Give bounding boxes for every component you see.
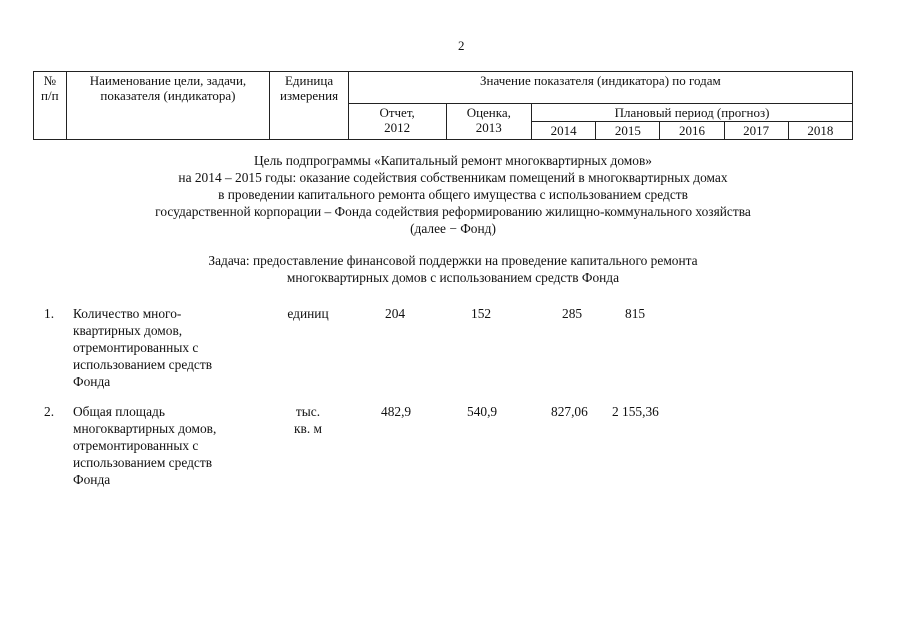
indicator-unit: единиц [287, 306, 329, 321]
row-number: 1. [44, 306, 55, 321]
header-year-2017: 2017 [724, 122, 788, 140]
header-estimate-cell: Оценка, 2013 [446, 104, 532, 140]
indicator-name: Количество много- квартирных домов, отремонтированных с использованием средств Фонда [73, 306, 213, 389]
indicator-unit: тыс. кв. м [294, 404, 322, 436]
header-values-cell: Значение показателя (индикатора) по годам [348, 72, 852, 104]
value-2014: 285 [562, 306, 583, 321]
value-2015: 2 155,36 [612, 404, 659, 419]
value-2013: 540,9 [467, 404, 498, 419]
indicator-name: Общая площадь многоквартирных домов, отремонтированных с использованием средств Фонда [73, 404, 217, 487]
value-2014: 827,06 [551, 404, 588, 419]
value-2013: 152 [471, 306, 492, 321]
value-2015: 815 [625, 306, 646, 321]
header-year-2018: 2018 [788, 122, 852, 140]
subprogram-goal: Цель подпрограммы «Капитальный ремонт многоквартирных домов» на 2014 – 2015 годы: оказание содействия собственникам помещений в многоквартирных домах в проведении капитального ремонта общего имущества с использованием средств государственной корпорации – Фонда содействия реформированию жилищно-коммунального хозяйства (далее − Фонд) [155, 153, 751, 236]
header-report-cell: Отчет, 2012 [348, 104, 446, 140]
value-2012: 204 [385, 306, 406, 321]
header-year-2014: 2014 [532, 122, 596, 140]
subprogram-task: Задача: предоставление финансовой поддержки на проведение капитального ремонта многоквартирных домов с использованием средств Фонда [208, 253, 698, 285]
header-year-2015: 2015 [596, 122, 660, 140]
row-number: 2. [44, 404, 55, 419]
header-year-2016: 2016 [660, 122, 724, 140]
value-2012: 482,9 [381, 404, 412, 419]
header-name-cell: Наименование цели, задачи, показателя (индикатора) [66, 72, 270, 140]
indicator-table-header [33, 71, 853, 140]
header-planned-cell: Плановый период (прогноз) [532, 104, 853, 122]
page-number: 2 [458, 38, 465, 53]
header-number-cell: № п/п [34, 72, 67, 140]
header-unit-cell: Единица измерения [270, 72, 348, 140]
